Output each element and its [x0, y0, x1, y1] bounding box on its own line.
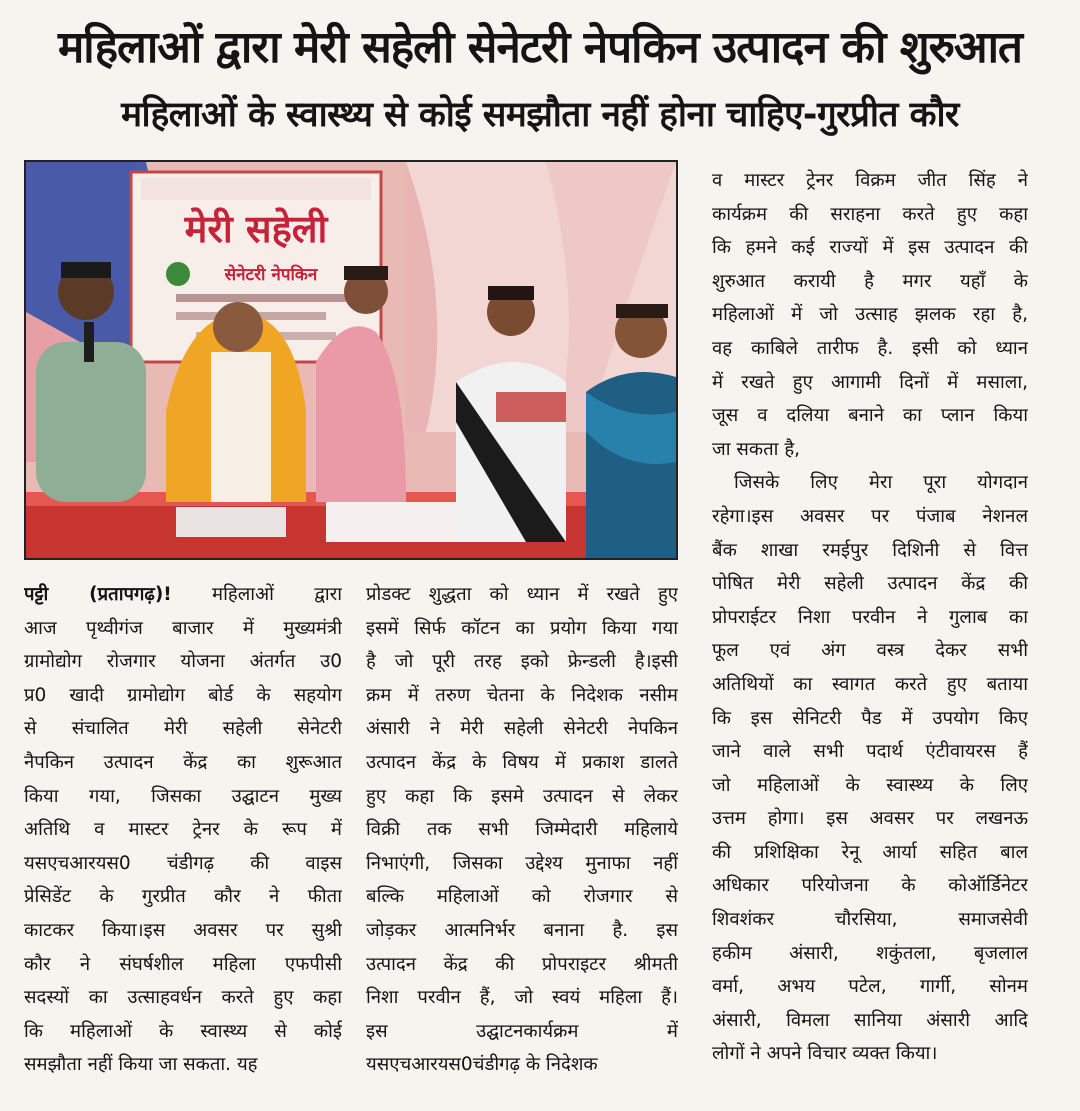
article-line: जाने वाले सभी पदार्थ एंटीवायरस हैं — [712, 741, 1028, 763]
article-line: विक्री तक सभी जिम्मेदारी महिलाये — [366, 819, 678, 841]
article-line: निभाएंगी, जिसका उद्देश्य मुनाफा नहीं — [366, 852, 678, 874]
article-column-1 — [24, 578, 342, 1106]
news-photo — [24, 160, 678, 560]
article-line: से संचालित मेरी सहेली सेनेटरी — [24, 718, 342, 740]
article-line: व मास्टर ट्रेनर विक्रम जीत सिंह ने — [712, 170, 1028, 191]
article-line: फूल एवं अंग वस्त्र देकर सभी — [712, 640, 1028, 662]
article-line: जूस व दलिया बनाने का प्लान किया — [712, 405, 1028, 427]
article-column-3 — [712, 164, 1028, 1106]
article-line: निशा परवीन हैं, जो स्वयं महिला हैं। — [366, 987, 678, 1009]
article-line: कार्यक्रम की सराहना करते हुए कहा — [712, 203, 1028, 225]
article-line: अंसारी ने मेरी सहेली सेनेटरी नेपकिन — [366, 718, 678, 740]
article-line: उत्तम होगा। इस अवसर पर लखनऊ — [712, 808, 1028, 830]
article-line: महिलाओं में जो उत्साह झलक रहा है, — [712, 304, 1028, 326]
banner-subtitle: सेनेटरी नेपकिन — [224, 265, 318, 285]
article-line: उत्पादन केंद्र के विषय में प्रकाश डालते — [366, 751, 678, 773]
article-line: वर्मा, अभय पटेल, गार्गी, सोनम — [712, 976, 1028, 998]
article-line: लोगों ने अपने विचार व्यक्त किया। — [712, 1043, 938, 1065]
article-line: शिवशंकर चौरसिया, समाजसेवी — [712, 909, 1028, 931]
article-line: सदस्यों का उत्साहवर्धन करते हुए कहा — [24, 987, 342, 1009]
article-line: समझौता नहीं किया जा सकता. यह — [24, 1054, 258, 1076]
article-line: कौर ने संघर्षशील महिला एफपीसी — [24, 953, 342, 975]
article-line: इस उद्घाटनकार्यक्रम में — [366, 1020, 678, 1042]
article-line: अधिकार परियोजना के कोऑर्डिनेटर — [712, 875, 1028, 897]
article-line: बल्कि महिलाओं को रोजगार से — [366, 886, 678, 908]
article-line: प्रेसिडेंट के गुरप्रीत कौर ने फीता — [24, 886, 342, 908]
article-line: अतिथि व मास्टर ट्रेनर के रूप में — [24, 819, 342, 841]
headline: महिलाओं द्वारा मेरी सहेली सेनेटरी नेपकिन उत्पादन की शुरुआत — [57, 22, 1022, 73]
subheadline: महिलाओं के स्वास्थ्य से कोई समझौता नहीं होना चाहिए-गुरप्रीत कौर — [121, 95, 959, 135]
article-line: यसएचआरयस0चंडीगढ़ के निदेशक — [366, 1054, 598, 1076]
article-line: रहेगा।इस अवसर पर पंजाब नेशनल — [712, 505, 1028, 527]
article-line: प्रोपराईटर निशा परवीन ने गुलाब का — [712, 606, 1028, 628]
article-line: अंसारी, विमला सानिया अंसारी आदि — [712, 1009, 1028, 1031]
dateline: पट्टी (प्रतापगढ़)! — [24, 584, 172, 605]
article-line: यसएचआरयस0 चंडीगढ़ की वाइस — [24, 852, 342, 874]
article-line: इसमें सिर्फ कॉटन का प्रयोग किया गया — [366, 617, 678, 639]
article-line: जा सकता है, — [712, 438, 801, 460]
article-line: क्रम में तरुण चेतना के निदेशक नसीम — [366, 684, 678, 706]
article-line: की प्रशिक्षिका रेनू आर्या सहित बाल — [712, 841, 1028, 863]
article-line: शुरुआत करायी है मगर यहाँ के — [712, 270, 1028, 292]
article-text: महिलाओं द्वारा — [212, 584, 342, 605]
article-line: किया गया, जिसका उद्घाटन मुख्य — [24, 785, 342, 807]
photo-illustration — [26, 162, 676, 558]
article-line: बैंक शाखा रमईपुर दिशिनी से वित्त — [712, 539, 1028, 561]
article-line: में रखते हुए आगामी दिनों में मसाला, — [712, 371, 1028, 393]
article-line: जो महिलाओं के स्वास्थ्य के लिए — [712, 774, 1028, 796]
article-line: जिसके लिए मेरा पूरा योगदान — [734, 472, 1028, 494]
article-line: नैपकिन उत्पादन केंद्र का शुरूआत — [24, 751, 342, 773]
article-line: प्र0 खादी ग्रामोद्योग बोर्ड के सहयोग — [24, 684, 342, 706]
article-line — [24, 578, 342, 612]
article-line: उत्पादन केंद्र की प्रोपराइटर श्रीमती — [366, 953, 678, 975]
article-column-2 — [366, 578, 678, 1106]
article-line: हुए कहा कि इसमे उत्पादन से लेकर — [366, 785, 678, 807]
article-line: जोड़कर आत्मनिर्भर बनाना है. इस — [366, 919, 678, 941]
article-line: पोषित मेरी सहेली उत्पादन केंद्र की — [712, 573, 1028, 595]
banner-title: मेरी सहेली — [184, 207, 328, 251]
article-line: अतिथियों का स्वागत करते हुए बताया — [712, 673, 1028, 695]
article-line: वह काबिले तारीफ है. इसी को ध्यान — [712, 337, 1028, 359]
article-line: ग्रामोद्योग रोजगार योजना अंतर्गत उ0 — [24, 651, 342, 673]
article-line: कि हमने कई राज्यों में इस उत्पादन की — [712, 237, 1028, 259]
article-line: कि इस सेनिटरी पैड में उपयोग किए — [712, 707, 1028, 729]
article-line: कि महिलाओं के स्वास्थ्य से कोई — [24, 1020, 342, 1042]
article-line: आज पृथ्वीगंज बाजार में मुख्यमंत्री — [24, 617, 342, 639]
article-line: हकीम अंसारी, शकुंतला, बृजलाल — [712, 942, 1028, 964]
article-line: है जो पूरी तरह इको फ्रेन्डली है।इसी — [366, 651, 678, 673]
article-line: काटकर किया।इस अवसर पर सुश्री — [24, 919, 342, 941]
article-line: प्रोडक्ट शुद्धता को ध्यान में रखते हुए — [366, 584, 678, 605]
